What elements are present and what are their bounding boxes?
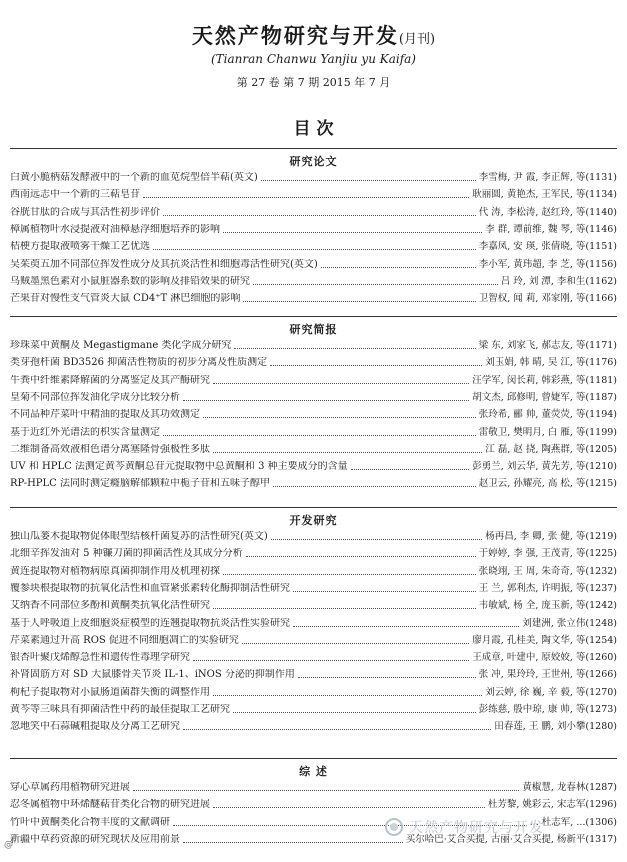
toc-entry[interactable] [10,352,617,369]
entry-authors-page: 李 群, 谭前维, 魏 琴, 等(1146) [485,223,617,235]
journal-pinyin: (Tianran Chanwu Yanjiu yu Kaifa) [211,52,416,66]
entry-title: 竹叶中黄酮类化合物丰度的文献调研 [10,816,170,828]
dot-leader [223,232,482,233]
dot-leader [242,643,469,644]
toc-entry[interactable] [10,664,617,681]
dot-leader [233,712,476,713]
dot-leader [351,469,470,470]
entry-authors-page: 雷敬卫, 樊明月, 白 雁, 等(1199) [478,426,617,438]
entry-title: 樟属植物叶水浸提液对油樟悬浮细胞培养的影响 [10,223,220,235]
toc-entry[interactable] [10,473,617,490]
toc-entry[interactable] [10,387,617,404]
entry-title: 基于人呼吸道上皮细胞炎症模型的连翘提取物抗炎活性实验研究 [10,617,290,629]
dot-leader [261,180,476,181]
entry-authors-page: 代 涛, 李松涛, 赵红玲, 等(1140) [478,206,617,218]
dot-leader [183,400,469,401]
dot-leader [163,215,476,216]
entry-authors-page: 赵卫云, 孙耀亮, 高 松, 等(1215) [478,478,617,490]
entry-authors-page: 刘云婷, 徐 巍, 辛 毅, 等(1270) [485,686,617,698]
entry-authors-page: 田春莲, 王 鹏, 刘小攀(1280) [494,721,617,733]
journal-name: 天然产物研究与开发 [191,23,399,48]
toc-entry[interactable] [10,561,617,578]
entry-authors-page: 胡文杰, 邱修明, 曾婕军, 等(1187) [472,391,617,403]
entry-title: 白黄小脆柄菇发酵液中的一个新的血苋烷型倍半萜(英文) [10,172,258,183]
dot-leader [193,660,469,661]
entry-title: 枸杞子提取物对小鼠肠道菌群失衡的调整作用 [10,686,210,698]
toc-entry[interactable] [10,271,617,288]
entry-title: 皇菊不同部位挥发油化学成分比较分析 [10,391,180,403]
dot-leader [270,365,482,366]
toc-entry[interactable] [10,254,617,271]
entry-authors-page: 李小军, 黄玮超, 李 芝, 等(1156) [478,258,617,270]
toc-entry[interactable] [10,404,617,421]
entry-title: 牛粪中纤维素降解菌的分离鉴定及其产酶研究 [10,374,210,386]
corner-mark: @ [4,840,13,850]
toc-entry[interactable] [10,167,617,184]
toc-heading: 目 次 [293,119,334,139]
journal-title [0,20,627,50]
entry-authors-page: 张晓翊, 王 周, 朱奇奇, 等(1232) [478,565,617,577]
entry-authors-page: 江 磊, 赵 挠, 陶燕群, 等(1205) [485,443,617,455]
entry-authors-page: 汪学军, 闵长莉, 韩彩燕, 等(1181) [472,374,617,386]
dot-leader [163,435,476,436]
section-divider [10,148,617,149]
dot-leader [213,383,469,384]
dot-leader [234,348,475,349]
entry-authors-page: 韦敏斌, 杨 全, 庞玉新, 等(1242) [478,600,617,612]
toc-entry[interactable] [10,699,617,716]
entry-authors-page: 王成章, 叶建中, 原姣姣, 等(1260) [472,652,617,664]
dot-leader [183,729,491,730]
entry-title: 芹菜素通过升高 ROS 促进不同细胞凋亡的实验研究 [10,634,239,646]
toc-entry[interactable] [10,595,617,612]
toc-entry[interactable] [10,236,617,253]
entry-authors-page: 杜芳黎, 姚彩云, 宋志军(1296) [487,799,617,811]
entry-title: 类芽孢杆菌 BD3526 抑菌活性物质的初步分离及性质测定 [10,357,268,369]
entry-authors-page: 刘建洲, 张立伟(1248) [522,617,617,629]
entry-title: RP-HPLC 法同时测定癃脑解郁颗粒中栀子苷和五味子醇甲 [10,478,271,490]
entry-title: 独山瓜蒌木提取物促体眼型结核杆菌复苏的活性研究(英文) [10,531,268,542]
wechat-icon [385,818,403,836]
section-divider [10,507,617,508]
dot-leader [273,486,476,487]
dot-leader [153,249,476,250]
entry-title: 谷胱甘肽的合成与其活性初步评价 [10,206,160,218]
entry-title: 覆参块根提取物的抗氧化活性和血管紧张素转化酶抑制活性研究 [10,582,290,594]
dot-leader [246,556,476,557]
entry-title: 不同品种芹菜叶中精油的提取及其功效测定 [10,409,200,421]
entry-authors-page: 梁 东, 刘家飞, 郝志友, 等(1171) [478,340,617,351]
dot-leader [203,417,476,418]
entry-authors-page: ... 杜志军, ...(1306) [529,816,617,828]
entry-authors-page: 卫智权, 闻 莉, 邓家刚, 等(1166) [478,293,617,305]
section-heading: 研究简报 [289,323,338,336]
entry-authors-page: 廖月霞, 孔桂美, 陶文华, 等(1254) [472,634,617,646]
toc-entry[interactable] [10,578,617,595]
entry-authors-page: 杨再昌, 李 卿, 张 健, 等(1219) [485,531,617,542]
entry-title: 黄芩等三味具有抑菌活性中药的最佳提取工艺研究 [10,704,230,715]
section-heading: 综 述 [299,765,328,778]
entry-title: UV 和 HPLC 法测定黄芩黄酮总苷元提取物中总黄酮和 3 种主要成分的含量 [10,461,348,473]
entry-title: 桔梗方提取液喷雾干燥工艺优选 [10,241,150,253]
entry-title: 补肾固筋方对 SD 大鼠膝骨关节炎 IL-1、iNOS 分泌的抑制作用 [10,669,295,681]
entry-title: 黄连提取物对植物病原真菌抑制作用及机理初探 [10,565,220,577]
dot-leader [298,677,476,678]
entry-title: 芒果苷对慢性支气管炎大鼠 CD4⁺T 淋巴细胞的影响 [10,293,241,305]
toc-entry[interactable] [10,647,617,664]
dot-leader [321,267,476,268]
dot-leader [213,695,482,696]
toc-entry[interactable] [10,526,617,543]
dot-leader [293,626,519,627]
toc-entry[interactable] [10,335,617,352]
toc-entry[interactable] [10,543,617,560]
entry-title: 忽地笑中石蒜碱粗提取及分离工艺研究 [10,721,180,733]
entry-authors-page: 黄椒慧, 龙春林(1287) [522,782,617,793]
entry-title: 北细辛挥发油对 5 种镰刀菌的抑菌活性及其成分分析 [10,548,243,560]
entry-authors-page: 李嘉凤, 安 瑛, 张倩晓, 等(1151) [478,241,617,253]
dot-leader [213,807,485,808]
toc-entry[interactable] [10,288,617,305]
entry-authors-page: 彭练慈, 殷中琼, 康 帅, 等(1273) [478,704,617,715]
dot-leader [293,591,476,592]
section-heading: 开发研究 [289,514,338,527]
dot-leader [223,574,476,575]
toc-entry[interactable] [10,422,617,439]
entry-title: 新疆中草药资源的研究现状及应用前景 [10,833,180,845]
dot-leader [133,790,519,791]
entry-title: 穿心草属药用植物研究进展 [10,782,130,793]
entry-authors-page: 张 冲, 果玲玲, 王世州, 等(1266) [478,669,617,681]
entry-title: 乌贼墨黑色素对小鼠脏器系数的影响及排铅效果的研究 [10,275,250,287]
entry-authors-page: 李雪梅, 尹 霞, 李正辉, 等(1131) [478,172,617,183]
entry-title: 吴茱萸五加不同部位挥发性成分及其抗炎活性和细胞毒活性研究(英文) [10,258,318,270]
entry-authors-page: 于婷婷, 李 强, 王茂青, 等(1225) [478,548,617,560]
toc-entry[interactable] [10,777,617,794]
entry-authors-page: 王 兰, 郭利杰, 许明振, 等(1237) [478,582,617,594]
toc-entry[interactable] [10,613,617,630]
entry-title: 西南远志中一个新的三萜皂苷 [10,189,140,201]
dot-leader [253,284,498,285]
entry-authors-page: 耿丽圆, 黄艳杰, 王军民, 等(1134) [472,189,617,201]
toc-entry[interactable] [10,630,617,647]
entry-authors-page: 张玲希, 郦 帅, 董荧荧, 等(1194) [478,409,617,421]
toc-entry[interactable] [10,682,617,699]
entry-title: 银杏叶聚戊烯醇急性和遗传性毒理学研究 [10,652,190,664]
watermark-text: 天然产物研究与开发 [409,820,544,836]
toc-entry[interactable] [10,184,617,201]
section-divider [10,316,617,317]
entry-authors-page: 刘玉娟, 韩 晴, 吴 江, 等(1176) [485,357,617,369]
dot-leader [243,301,475,302]
toc-entry[interactable] [10,794,617,811]
entry-title: 二维制备高效液相色谱分离塞隆骨强极性多肽 [10,443,210,455]
toc-entry[interactable] [10,456,617,473]
dot-leader [143,197,469,198]
journal-frequency: (月刊) [398,32,436,47]
entry-authors-page: 彭勇兰, 刘云华, 黄先芳, 等(1210) [472,461,617,473]
entry-title: 珍珠菜中黄酮及 Megastigmane 类化学成分研究 [10,340,232,351]
toc-entry[interactable] [10,219,617,236]
dot-leader [213,452,482,453]
watermark [385,816,617,838]
entry-title: 艾纳香不同部位多酚和黄酮类抗氧化活性研究 [10,600,210,612]
entry-title: 忍冬属植物中环烯醚萜苷类化合物的研究进展 [10,799,210,811]
toc-entry[interactable] [10,716,617,733]
issue-info: 第 27 卷 第 7 期 2015 年 7 月 [236,76,391,89]
section-heading: 研究论文 [289,155,338,168]
dot-leader [213,608,476,609]
dot-leader [183,842,403,843]
entry-authors-page: 吕 玲, 刘 潭, 李和生(1162) [500,275,617,287]
dot-leader [271,539,482,540]
toc-entry[interactable] [10,439,617,456]
toc-entry[interactable] [10,370,617,387]
entry-authors-page: 买尔哈巴·艾合买提, 古丽·艾合买提, 杨新平(1317) [405,833,617,845]
entry-title: 基于近红外光谱法的枳实含量测定 [10,426,160,438]
toc-entry[interactable] [10,202,617,219]
section-divider [10,758,617,759]
